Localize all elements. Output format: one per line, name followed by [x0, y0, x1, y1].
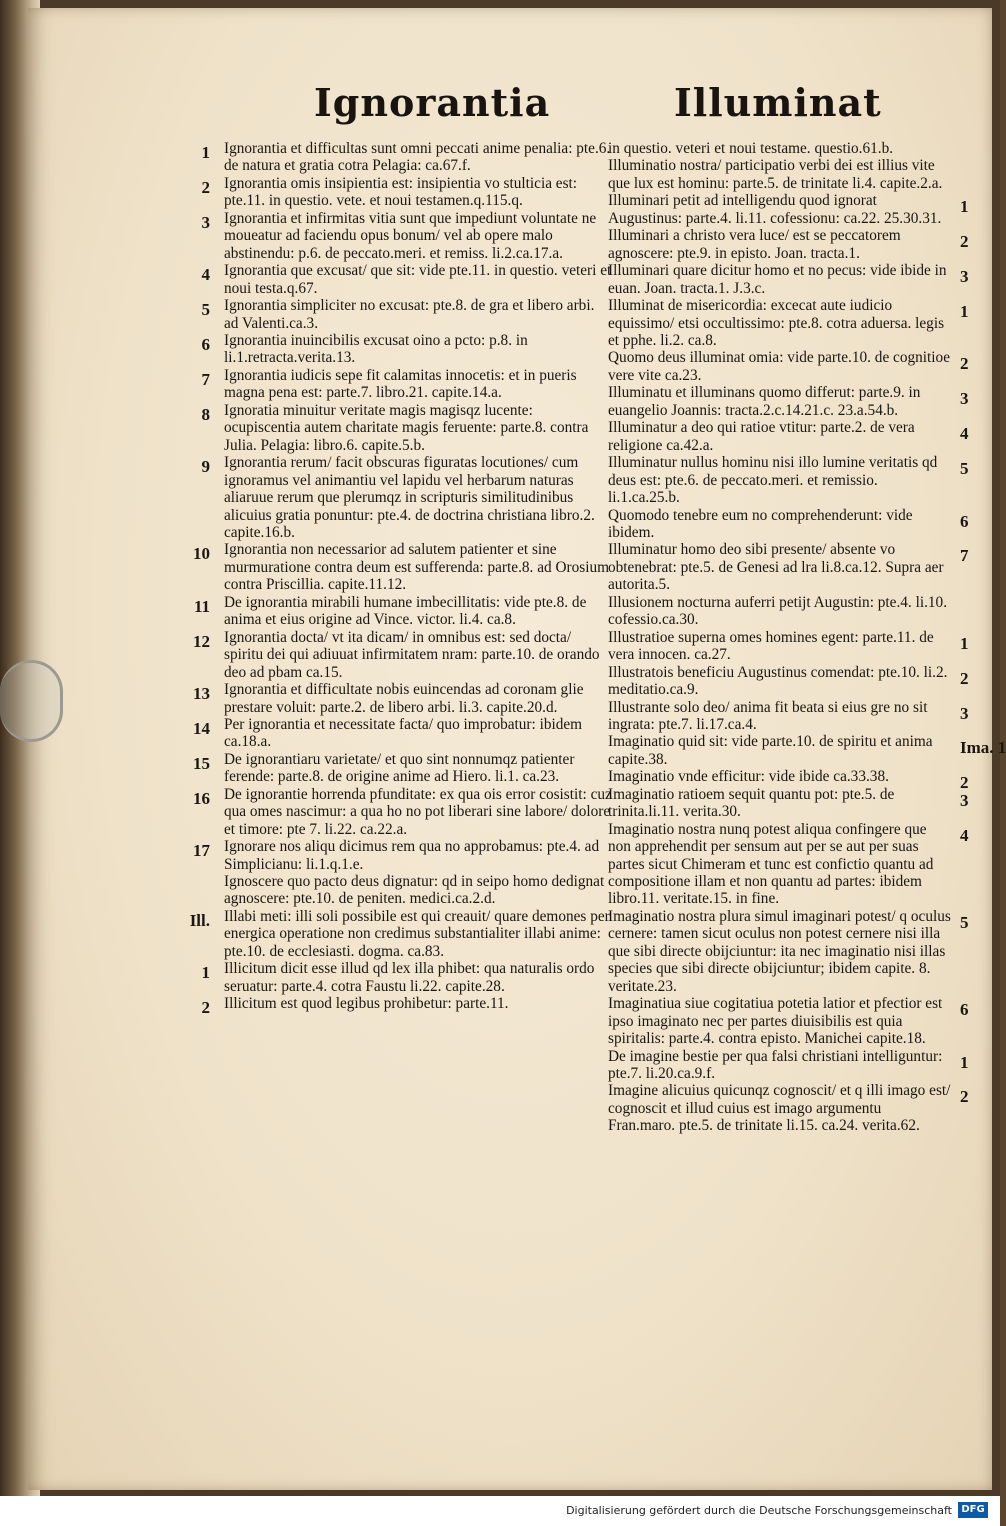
entry-number: 12	[193, 631, 210, 651]
entry-text: Illustratois beneficiu Augustinus comendat: pte.10. li.2. meditatio.ca.9.	[608, 663, 948, 699]
index-entry	[189, 907, 612, 960]
entry-text: Ignorantia docta/ vt ita dicam/ in omnibus est: sed docta/ spiritu dei qui adiuuat infirmitatem nram: parte.10. de orando deo ad pbam ca.15.	[224, 628, 600, 681]
running-head-left: Ignorantia	[314, 80, 551, 125]
entry-number: 2	[201, 998, 210, 1018]
entry-text: Imaginatio vnde efficitur: vide ibide ca.33.38.	[608, 768, 889, 786]
entry-number: 2	[960, 354, 969, 374]
entry-text: Imaginatio quid sit: vide parte.10. de spiritu et anima capite.38.	[608, 733, 933, 768]
index-entry	[608, 419, 969, 454]
entry-number: 2	[201, 177, 210, 197]
entry-text: Ignorantia simpliciter no excusat: pte.8. de gra et libero arbi. ad Valenti.ca.3.	[224, 297, 595, 332]
index-entry	[201, 297, 612, 332]
index-entry	[608, 506, 969, 542]
index-entry	[608, 297, 969, 349]
entry-text: Imaginatio nostra nunq potest aliqua confingere que non apprehendit per sensum aut per se aut per suas partes sicut Chimeram et tunc est confictio quantu ad compositione illam et non quantu ad partes: ibidem libro.11. veritate.15. in fine.	[608, 820, 934, 908]
index-entry	[608, 594, 952, 629]
entry-number: 9	[201, 457, 210, 477]
entry-text: Illabi meti: illi soli possibile est qui creauit/ quare demones per energica operatione non credimus substantialiter illabi anime: pte.10. de ecclesiasti. dogma. ca.83.	[224, 907, 610, 960]
index-entry	[608, 995, 969, 1048]
entry-text: Illustrante solo deo/ anima fit beata si eius gre no sit ingrata: pte.7. li.17.ca.4.	[608, 698, 928, 733]
running-head-right: Illuminat	[674, 80, 882, 125]
entry-number: 7	[960, 546, 969, 566]
entry-number: 2	[960, 1087, 969, 1107]
entry-number: 1	[960, 633, 969, 653]
index-entry	[201, 262, 612, 297]
index-entry	[193, 750, 612, 786]
index-entry	[608, 384, 969, 419]
entry-text: De ignorantiaru varietate/ et quo sint nonnumqz patienter ferende: parte.8. de origine anime ad Hiero. li.1. ca.23.	[224, 750, 575, 786]
index-entry	[193, 628, 612, 681]
index-entry	[201, 960, 612, 995]
entry-number: 3	[960, 267, 969, 287]
entry-text: Illuminatur homo deo sibi presente/ absente vo obtenebrat: pte.5. de Genesi ad lra li.8.ca.12. Supra aer autorita.5.	[608, 541, 944, 594]
entry-text: Illuminari a christo vera luce/ est se peccatorem agnoscere: pte.9. in episto. Joan. tracta.1.	[608, 227, 901, 262]
entry-text: Illuminatio nostra/ participatio verbi dei est illius vite que lux est hominu: parte.5. de trinitate li.4. capite.2.a.	[608, 157, 943, 192]
entry-number: 1	[201, 143, 210, 162]
index-entry	[193, 785, 612, 838]
entry-number: 6	[960, 1000, 969, 1020]
entry-number: Ill.	[189, 910, 210, 930]
entry-text: Imagine alicuius quicunqz cognoscit/ et q illi imago est/ cognoscit et illud cuius est imago argumentu Fran.maro. pte.5. de trinitate li.15. ca.24. verita.62.	[608, 1082, 951, 1135]
entry-number: 15	[193, 753, 210, 773]
entry-text: Imaginatio nostra plura simul imaginari potest/ q oculus cernere: tamen sicut oculus non potest cernere nisi illa que sibi directe obijciuntur: ita nec imaginatio nisi illas species que sibi directe obijciuntur; ibidem capite. 8. veritate.23.	[608, 907, 951, 995]
entry-number: 6	[201, 334, 210, 354]
index-entry	[201, 331, 612, 367]
index-entry	[608, 157, 952, 192]
entry-text: Quomodo tenebre eum no comprehenderunt: vide ibidem.	[608, 506, 913, 541]
index-entry	[608, 698, 969, 734]
entry-text: De imagine bestie per qua falsi christiani intelliguntur: pte.7. li.20.ca.9.f.	[608, 1047, 943, 1083]
entry-text: Ignorantia omis insipientia est: insipientia vo stulticia est: pte.11. in questio. vete. et noui testamen.q.115.q.	[224, 174, 578, 210]
entry-text: Ignorantia rerum/ facit obscuras figuratas locutiones/ cum ignoramus vel animantiu vel lapidu vel herbarum naturas aliaruue rerum que plerumqz in scripturis similitudinibus alicuius gratia ponuntur: pte.4. de doctrina christiana libro.2. capite.16.b.	[224, 454, 595, 541]
dfg-logo: DFG	[958, 1502, 988, 1518]
entry-number: 5	[201, 300, 210, 320]
funding-credit: Digitalisierung gefördert durch die Deutsche Forschungsgemeinschaft	[566, 1504, 952, 1517]
index-entry	[608, 768, 969, 793]
entry-number: 8	[201, 404, 210, 424]
entry-text: Illuminari petit ad intelligendu quod ignorat Augustinus: parte.4. li.11. cofessionu: ca.22. 25.30.31.	[608, 192, 942, 227]
entry-text: Illuminatur nullus hominu nisi illo lumine veritatis qd deus est: pte.6. de peccato.meri. et remissio. li.1.ca.25.b.	[608, 454, 938, 507]
entry-text: Ignoscere quo pacto deus dignatur: qd in seipo homo dedignat agnoscere: pte.10. de peniten. medici.ca.2.d.	[224, 873, 605, 908]
entry-text: Imaginatiua siue cogitatiua potetia latior et pfectior est ipso imaginato nec per partes diuisibilis est quia spiritalis: parte.4. contra episto. Manichei capite.18.	[608, 995, 943, 1048]
entry-text: Ignorantia et difficultas sunt omni peccati anime penalia: pte.6. de natura et gratia cotra Pelagia: ca.67.f.	[224, 140, 611, 175]
entry-text: Ignorantia iudicis sepe fit calamitas innocetis: et in pueris magna pena est: parte.7. libro.21. capite.14.a.	[224, 366, 577, 402]
entry-text: Illuminatur a deo qui ratioe vtitur: parte.2. de vera religione ca.42.a.	[608, 419, 915, 454]
index-entry	[608, 785, 969, 821]
entry-text: Illicitum dicit esse illud qd lex illa phibet: qua naturalis ordo seruatur: parte.4. cotra Faustu li.22. capite.28.	[224, 960, 595, 995]
index-entry	[608, 349, 969, 384]
entry-text: Ignorantia inuincibilis excusat oino a pcto: p.8. in li.1.retracta.verita.13.	[224, 331, 528, 367]
entry-number: 2	[960, 232, 969, 252]
index-entry	[608, 820, 969, 908]
entry-text: Ignorantia et infirmitas vitia sunt que impediunt voluntate ne moueatur ad faciendu opus bonum/ vel ab opere malo abstinendu: p.6. de peccato.meri. et remiss. li.2.ca.17.a.	[224, 209, 597, 262]
index-entry	[201, 995, 612, 1018]
index-entry	[201, 366, 612, 402]
page-clip	[0, 660, 63, 742]
index-entry	[201, 140, 612, 175]
entry-text: Per ignorantia et necessitate facta/ quo improbatur: ibidem ca.18.a.	[224, 715, 583, 751]
entry-text: in questio. veteri et noui testame. questio.61.b.	[608, 140, 894, 157]
entry-text: Imaginatio ratioem sequit quantu pot: pte.5. de trinita.li.11. verita.30.	[608, 785, 895, 821]
entry-text: Illuminat de misericordia: excecat aute iudicio equissimo/ etsi occultissimo: pte.8. cotra aduersa. legis et pphe. li.2. ca.8.	[608, 297, 945, 349]
entry-number: 10	[193, 544, 210, 564]
entry-text: Illustratioe superna omes homines egent: parte.11. de vera innocen. ca.27.	[608, 628, 934, 664]
index-entry	[608, 628, 969, 664]
index-column-left	[189, 140, 612, 1018]
entry-number: 6	[960, 511, 969, 531]
entry-number: 11	[193, 596, 210, 616]
index-entry	[201, 174, 612, 210]
entry-number: 5	[960, 912, 969, 932]
entry-number: 1	[960, 1052, 969, 1072]
index-entry	[193, 838, 612, 873]
book-page	[28, 8, 1006, 1490]
entry-number: 16	[193, 788, 210, 808]
entry-text: Ignorare nos aliqu dicimus rem qua no approbamus: pte.4. ad Simplicianu: li.1.q.1.e.	[224, 838, 600, 873]
entry-number: 3	[960, 790, 969, 810]
index-entry	[608, 192, 969, 227]
entry-text: Ignoratia minuitur veritate magis magisqz lucente: ocupiscentia autem charitate magis feruente: parte.8. contra Julia. Pelagia: libro.6. capite.5.b.	[224, 401, 589, 454]
index-entry	[193, 715, 612, 751]
index-entry	[608, 227, 969, 262]
entry-text: Illuminari quare dicitur homo et no pecus: vide ibide in euan. Joan. tracta.1. J.3.c.	[608, 262, 947, 297]
index-entry	[608, 733, 1006, 768]
index-entry	[608, 907, 969, 995]
index-entry	[224, 873, 612, 908]
index-entry	[608, 663, 969, 699]
entry-number: 3	[960, 703, 969, 723]
footer-bar	[0, 1496, 1000, 1526]
entry-number: 2	[960, 773, 969, 793]
entry-text: Ignorantia et difficultate nobis euincendas ad coronam glie prestare voluit: parte.2. de libero arbi. li.3. capite.20.d.	[224, 681, 584, 716]
entry-number: 4	[960, 825, 969, 845]
index-entry	[608, 541, 969, 594]
index-entry	[608, 262, 969, 297]
index-entry	[608, 1082, 969, 1135]
entry-text: Illuminatu et illuminans quomo differut: parte.9. in euangelio Joannis: tracta.2.c.14.21.c. 23.a.54.b.	[608, 384, 921, 419]
entry-text: Ignorantia non necessarior ad salutem patienter et sine murmuratione contra deum est sufferenda: parte.8. ad Orosium contra Priscillia. capite.11.12.	[224, 541, 609, 594]
entry-text: Quomo deus illuminat omia: vide parte.10. de cognitioe vere vite ca.23.	[608, 349, 950, 384]
index-entry	[193, 541, 612, 594]
index-entry	[201, 454, 612, 541]
index-entry	[608, 454, 969, 507]
entry-number: 17	[193, 841, 210, 861]
index-entry	[201, 401, 612, 454]
index-entry	[193, 593, 612, 629]
index-entry	[608, 140, 952, 157]
index-entry	[193, 681, 612, 716]
entry-number: 2	[960, 668, 969, 688]
entry-text: De ignorantia mirabili humane imbecillitatis: vide pte.8. de anima et eius origine ad Vince. victor. li.4. ca.8.	[224, 593, 587, 629]
entry-text: Illusionem nocturna auferri petijt Augustin: pte.4. li.10. cofessio.ca.30.	[608, 593, 948, 629]
entry-number: 13	[193, 684, 210, 704]
entry-number: 14	[193, 718, 210, 738]
entry-text: De ignorantie horrenda pfunditate: ex qua ois error cosistit: cuz qua omes nascimur: a qua ho no pot liberari sine labore/ dolore et timore: pte 7. li.22. ca.22.a.	[224, 785, 612, 838]
index-column-right	[608, 140, 1006, 1135]
entry-number: 5	[960, 459, 969, 479]
entry-number: 4	[201, 265, 210, 285]
entry-number: 1	[960, 302, 969, 322]
entry-number: Ima. 1	[960, 738, 1006, 758]
index-entry	[201, 209, 612, 262]
entry-text: Ignorantia que excusat/ que sit: vide pte.11. in questio. veteri et noui testa.q.67.	[224, 262, 612, 297]
entry-text: Illicitum est quod legibus prohibetur: parte.11.	[224, 995, 509, 1013]
entry-number: 3	[960, 389, 969, 409]
index-entry	[608, 1047, 969, 1083]
entry-number: 1	[960, 197, 969, 217]
entry-number: 1	[201, 963, 210, 983]
entry-number: 7	[201, 369, 210, 389]
entry-number: 4	[960, 424, 969, 444]
entry-number: 3	[201, 212, 210, 232]
